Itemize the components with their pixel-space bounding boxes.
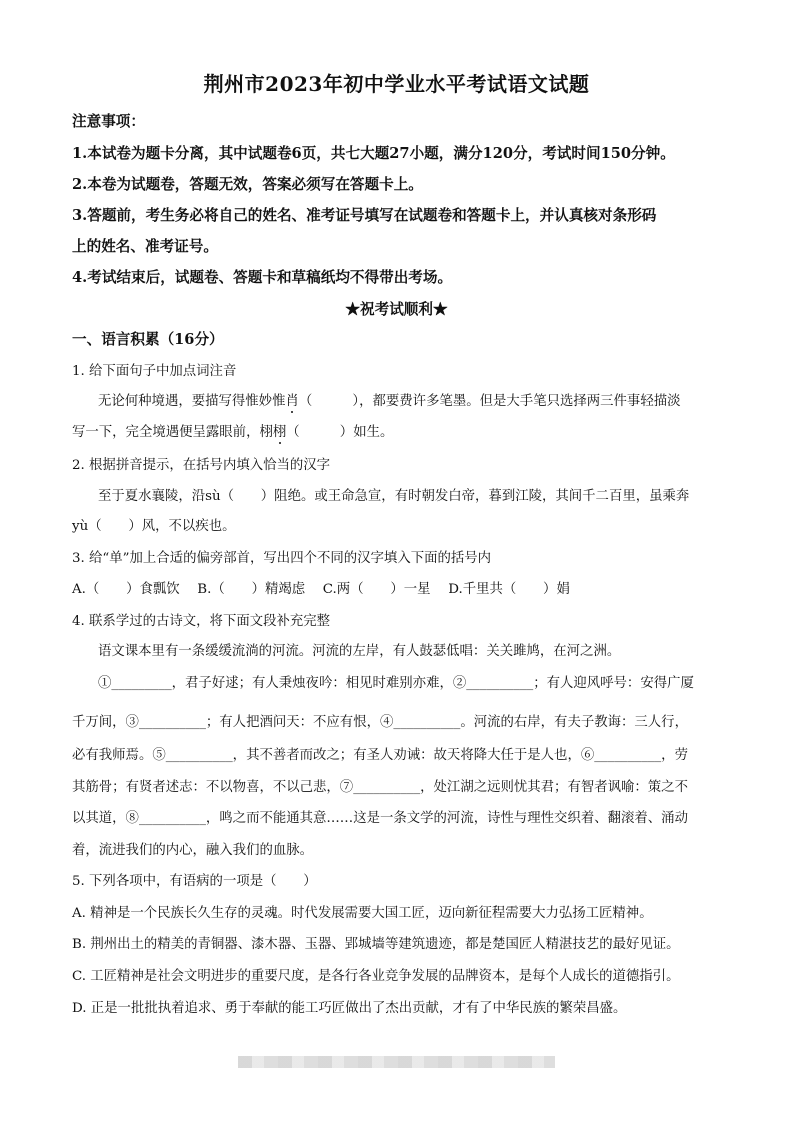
question-3-options: A.（ ）食瓢饮 B.（ ）精竭虑 C.两（ ）一星 D.千里共（ ）娟 <box>72 582 570 597</box>
question-2-line-1: 至于夏水襄陵，沿sù（ ）阻绝。或王命急宣，有时朝发白帝，暮到江陵，其间千二百里，虽乘奔 <box>98 489 690 504</box>
exam-wish: ★祝考试顺利★ <box>345 301 448 318</box>
page-title: 荆州市2023年初中学业水平考试语文试题 <box>203 72 590 96</box>
q1-text-b: （ ），都要费许多笔墨。但是大手笔只选择两三件事轻描淡 <box>298 394 681 409</box>
q1-text-d: （ ）如生。 <box>286 425 394 440</box>
question-4-line-7: 着，流进我们的内心，融入我们的血脉。 <box>72 843 314 858</box>
notice-item-4: 4.考试结束后，试题卷、答题卡和草稿纸均不得带出考场。 <box>72 269 453 286</box>
question-4-line-5: 其筋骨；有贤者述志：不以物喜，不以己悲，⑦__________，处江湖之远则忧其君；有智者讽喻：策之不 <box>72 780 688 795</box>
question-5-option-c: C. 工匠精神是社会文明进步的重要尺度，是各行各业竞争发展的品牌资本，是每个人成长的道德指引。 <box>72 969 680 984</box>
q1-text-a: 无论何种境遇，要描写得惟妙惟 <box>98 394 286 409</box>
question-4-line-6: 以其道，⑧__________，鸣之而不能通其意……这是一条文学的河流，诗性与理性交织着、翻滚着、涌动 <box>72 811 688 826</box>
question-1-line-2 <box>72 421 393 440</box>
q1-dotted-char-1: 肖 <box>285 394 299 409</box>
question-4-stem: 4. 联系学过的古诗文，将下面文段补充完整 <box>72 614 331 629</box>
question-5-option-b: B. 荆州出土的精美的青铜器、漆木器、玉器、郢城墙等建筑遗迹，都是楚国匠人精湛技艺的最好见证。 <box>72 937 680 952</box>
blurred-footer-watermark <box>238 1056 555 1068</box>
question-2-stem: 2. 根据拼音提示，在括号内填入恰当的汉字 <box>72 458 331 473</box>
notice-item-2: 2.本卷为试题卷，答题无效，答案必须写在答题卡上。 <box>72 176 423 193</box>
question-4-line-4: 必有我师焉。⑤__________，其不善者而改之；有圣人劝诫：故天将降大任于是人也，⑥__________，劳 <box>72 748 688 763</box>
question-4-line-1: 语文课本里有一条缓缓流淌的河流。河流的左岸，有人鼓瑟低唱：关关雎鸠，在河之洲。 <box>98 644 621 659</box>
question-5-option-a: A. 精神是一个民族长久生存的灵魂。时代发展需要大国工匠，迈向新征程需要大力弘扬工匠精神。 <box>72 906 653 921</box>
question-5-stem: 5. 下列各项中，有语病的一项是（ ） <box>72 874 317 889</box>
q1-text-c: 写一下，完全境遇便呈露眼前，栩 <box>72 425 273 440</box>
question-1-stem: 1. 给下面句子中加点词注音 <box>72 364 237 379</box>
question-5-option-d: D. 正是一批批执着追求、勇于奉献的能工巧匠做出了杰出贡献，才有了中华民族的繁荣昌盛。 <box>72 1001 627 1016</box>
question-3-stem: 3. 给“单”加上合适的偏旁部首，写出四个不同的汉字填入下面的括号内 <box>72 551 492 566</box>
notice-heading: 注意事项： <box>72 113 145 130</box>
section-heading: 一、语言积累（16分） <box>72 331 224 348</box>
question-2-line-2: yù（ ）风，不以疾也。 <box>72 519 236 534</box>
q1-dotted-char-2: 栩 <box>272 425 287 440</box>
question-4-line-3: 千万间，③__________；有人把酒问天：不应有恨，④__________。河流的右岸，有夫子教诲：三人行， <box>72 715 688 730</box>
notice-item-3: 3.答题前，考生务必将自己的姓名、准考证号填写在试题卷和答题卡上，并认真核对条形码 <box>72 207 657 224</box>
notice-item-1: 1.本试卷为题卡分离，其中试题卷6页，共七大题27小题，满分120分，考试时间150分钟。 <box>72 145 675 162</box>
notice-item-3-cont: 上的姓名、准考证号。 <box>72 238 218 255</box>
question-1-line-1 <box>98 390 681 409</box>
question-4-line-2: ①_________，君子好逑；有人秉烛夜吟：相见时难别亦难，②__________；有人迎风呼号：安得广厦 <box>98 676 694 691</box>
